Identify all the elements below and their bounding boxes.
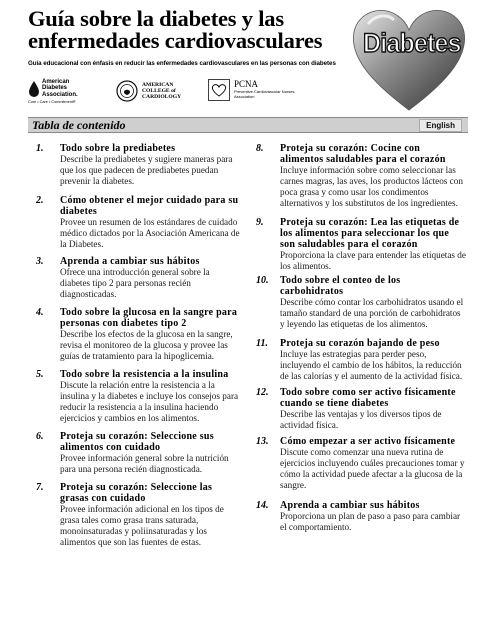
toc-item [36,143,240,187]
toc-item-description: Discute como comenzar una nueva rutina de ejercicios incluyendo cuáles precauciones tomar y cómo la actividad puede afectar a la glucosa de la sangre. [280,447,465,490]
toc-item-description: Describe cómo contar los carbohidratos usando el tamaño standard de una porción de carbohidratos y leyendo las etiquetas de los alimentos. [280,297,464,329]
toc-item-number: 12. [256,387,269,398]
toc-item-title-link[interactable]: Cómo obtener el mejor cuidado para su diabetes [60,195,239,217]
toc-item-title-link[interactable]: Proteja su corazón: Cocine con alimentos saludables para el corazón [280,143,446,165]
toc-item-title-link[interactable]: Todo sobre el conteo de los carbohidratos [280,275,401,297]
toc-item-description: Provee información general sobre la nutrición para una persona recién diagnosticada. [60,453,229,474]
heart-logo-text: Diabetes [363,28,461,58]
toc-item-number: 10. [256,275,269,286]
toc-item-title-link[interactable]: Proteja su corazón: Seleccione sus alimentos con cuidado [60,431,214,453]
toc-item-title-link[interactable]: Proteja su corazón: Seleccione las grasas con cuidado [60,482,213,504]
toc-item-title-link[interactable]: Todo sobre la prediabetes [60,143,176,154]
toc-item-description: Provee un resumen de los estándares de cuidado médico dictados por la Asociación Americana de la Diabetes. [60,217,240,249]
toc-item-description: Describe la prediabetes y sugiere maneras para que los que padecen de prediabetes puedan prevenir la diabetes. [60,154,233,186]
acc-name: AMERICAN COLLEGE of CARDIOLOGY [142,82,182,100]
ada-tagline: Cure • Care • Commitment® [28,100,76,104]
toc-item-number: 6. [36,431,44,442]
toc-item [36,482,240,548]
toc-item [256,436,466,491]
toc-item-description: Incluye las estrategias para perder peso, incluyendo el cambio de los hábitos, la reducción de las calorías y el aumento de la actividad física. [280,349,463,381]
toc-item-number: 8. [256,143,264,154]
toc-item-number: 1. [36,143,44,154]
toc-item-title-link[interactable]: Todo sobre la resistencia a la insulina [60,369,229,380]
english-language-button[interactable]: English [419,119,462,132]
toc-item [256,387,466,431]
toc-item [36,307,240,362]
toc-item [256,275,466,330]
toc-header-bar [28,117,468,133]
toc-item-number: 9. [256,217,264,228]
toc-item-number: 3. [36,256,44,267]
pcna-name: PCNA [234,79,259,89]
toc-item-description: Describe los efectos de la glucosa en la sangre, revisa el monitoreo de la glucosa y provee las guías de tratamiento para la hipoglicemia. [60,329,233,361]
toc-left-column [36,143,240,548]
toc-item-number: 2. [36,195,44,206]
acc-seal-icon [116,80,138,102]
toc-item [256,338,466,382]
toc-item-description: Discute la relación entre la resistencia a la insulina y la diabetes e incluye los consejos para reducir la resistencia a la insulina haciendo ejercicios y cambios en los alimentos. [60,380,239,423]
page-title: Guía sobre la diabetes y las enfermedades cardiovasculares [28,6,323,53]
toc-item-description: Ofrece una introducción general sobre la diabetes tipo 2 para personas recién diagnosticadas. [60,267,210,299]
toc-item-description: Proporciona un plan de paso a paso para cambiar el comportamiento. [280,511,461,532]
acc-logo [116,78,212,108]
toc-item-title-link[interactable]: Todo sobre la glucosa en la sangre para personas con diabetes tipo 2 [60,307,238,329]
toc-item-title-link[interactable]: Proteja su corazón: Lea las etiquetas de los alimentos para seleccionar los que son saludables para el corazón [280,217,460,250]
pcna-subtitle: Preventive Cardiovascular Nurses Association [234,89,295,99]
toc-right-column [256,143,466,533]
toc-item [256,143,466,209]
pcna-heart-icon [208,79,230,101]
toc-item [36,256,240,300]
toc-item-title-link[interactable]: Aprenda a cambiar sus hábitos [280,500,420,511]
toc-item [36,369,240,424]
page-subtitle: Guía educacional con énfasis en reducir las enfermedades cardiovasculares en las personas con diabetes [28,60,336,67]
toc-item-title-link[interactable]: Proteja su corazón bajando de peso [280,338,440,349]
toc-item-number: 7. [36,482,44,493]
sponsor-logos [28,78,348,112]
toc-item-description: Describe las ventajas y los diversos tipos de actividad física. [280,409,442,430]
toc-item [36,431,240,475]
toc-item [256,217,466,272]
toc-item-title-link[interactable]: Cómo empezar a ser activo físicamente [280,436,456,447]
toc-item [36,195,240,250]
toc-item-number: 13. [256,436,269,447]
toc-title: Tabla de contenido [32,118,126,132]
toc-item-description: Proporciona la clave para entender las etiquetas de los alimentos. [280,250,466,271]
toc-item-number: 14. [256,500,269,511]
toc-item-number: 5. [36,369,44,380]
toc-item-title-link[interactable]: Todo sobre como ser activo físicamente cuando se tiene diabetes [280,387,456,409]
toc-item-description: Incluye información sobre como seleccionar las carnes magras, las aves, los productos lácteos con poca grasa y como usar los condimentos alternativos y los substitutos de los ingredientes. [280,165,463,208]
toc-item-number: 4. [36,307,44,318]
ada-name: American Diabetes Association. [42,79,78,98]
toc-item-description: Provee información adicional en los tipos de grasa tales como grasa trans saturada, monoinsaturadas y poliinsaturadas y los alimentos que son las fuentes de estas. [60,504,224,547]
toc-item-number: 11. [256,338,268,349]
pcna-logo [208,78,328,108]
toc-item-title-link[interactable]: Aprenda a cambiar sus hábitos [60,256,200,267]
toc-item [256,500,466,533]
ada-logo [28,78,106,108]
ada-drop-icon [28,80,40,98]
